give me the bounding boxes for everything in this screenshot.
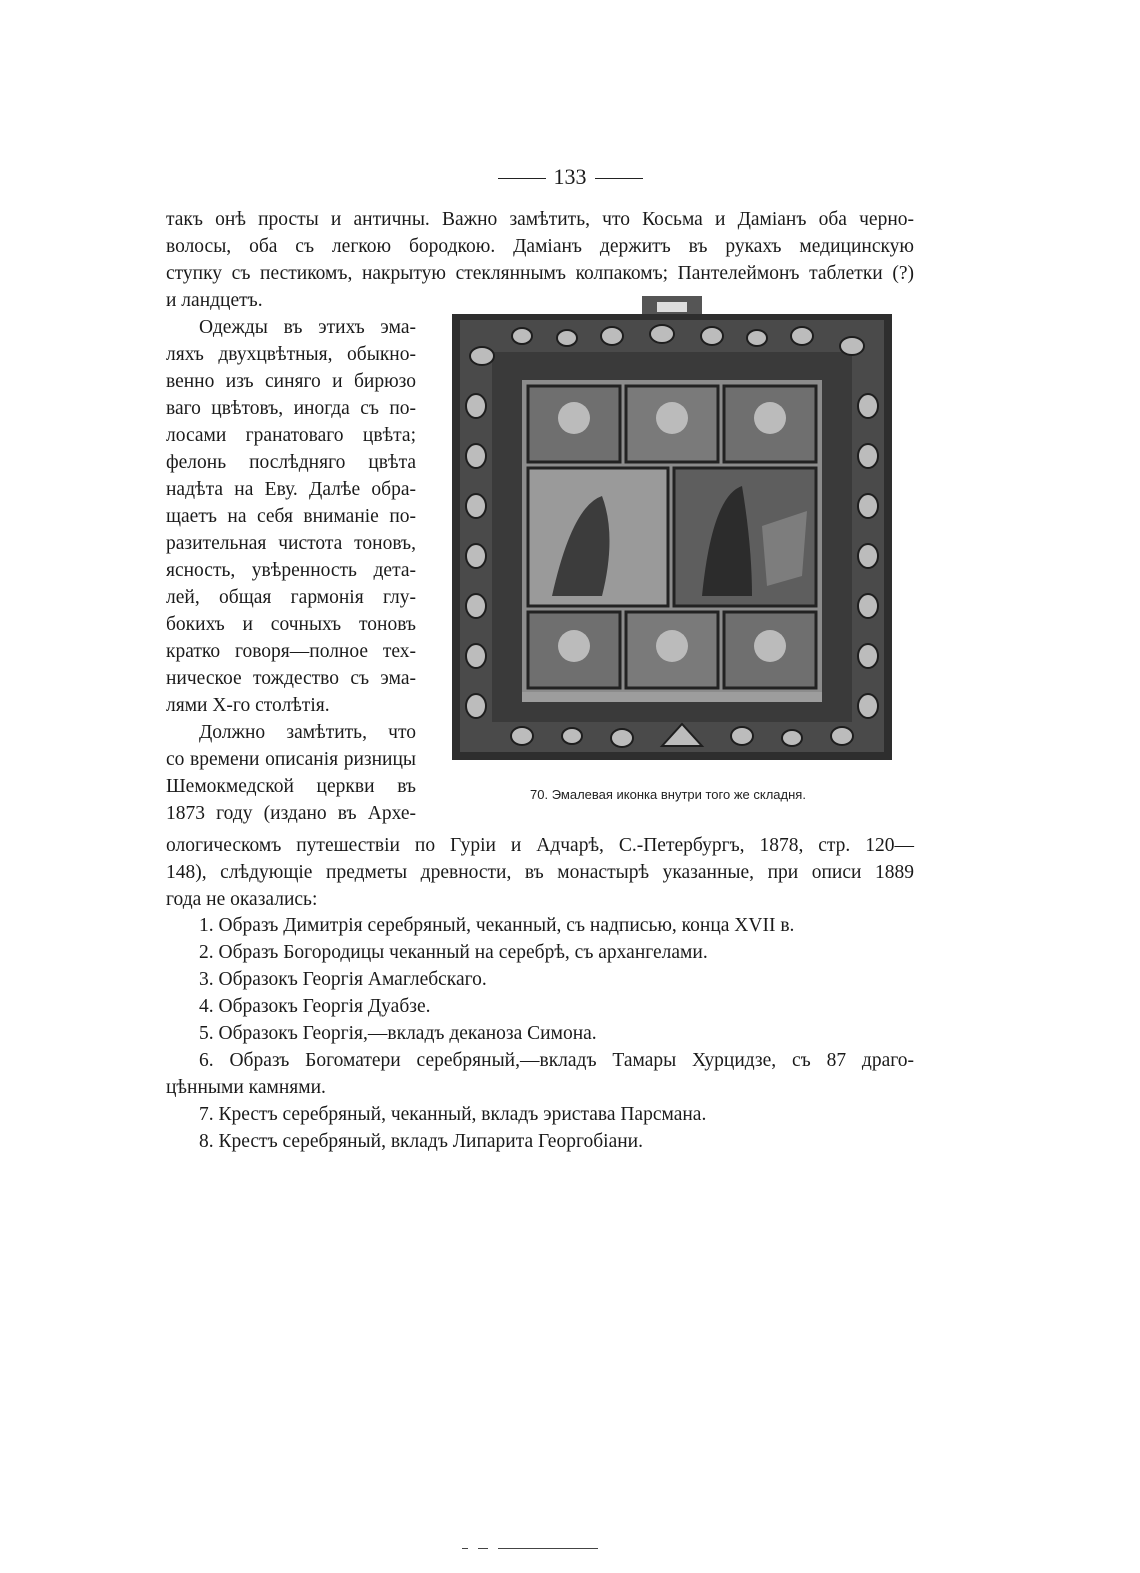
list-item: 8. Крестъ серебряный, вкладъ Липарита Георгобіани.	[199, 1131, 643, 1152]
text-line: ническое тождество съ эма-	[166, 668, 416, 689]
page-number	[0, 164, 1140, 190]
wide-paragraph	[166, 832, 914, 913]
page-number-text: 133	[553, 164, 587, 189]
text-line: 1873 году (издано въ Архе-	[166, 803, 416, 824]
list-item: 6. Образъ Богоматери серебряный,—вкладъ Тамары Хурцидзе, съ 87 драго-	[199, 1050, 914, 1071]
text-line: щаетъ на себя вниманіе по-	[166, 506, 416, 527]
text-line: ологическомъ путешествіи по Гуріи и Адчарѣ, С.-Петербургъ, 1878, стр. 120—	[166, 835, 914, 856]
figure-caption: 70. Эмалевая иконка внутри того же складня.	[530, 787, 806, 802]
list-item: 1. Образъ Димитрія серебряный, чеканный, съ надписью, конца XVII в.	[199, 915, 795, 936]
text-line: кратко говоря—полное тех-	[166, 641, 416, 662]
list-item: 2. Образъ Богородицы чеканный на серебрѣ, съ архангелами.	[199, 942, 708, 963]
text-line: ваго цвѣтовъ, иногда съ по-	[166, 398, 416, 419]
list-item: 7. Крестъ серебряный, чеканный, вкладъ эристава Парсмана.	[199, 1104, 707, 1125]
text-line: лосами гранатоваго цвѣта;	[166, 425, 416, 446]
end-rule	[462, 1538, 608, 1557]
text-line: венно изъ синяго и бирюзо	[166, 371, 416, 392]
list-item: 3. Образокъ Георгія Амаглебскаго.	[199, 969, 487, 990]
text-line: и ландцетъ.	[166, 290, 263, 311]
text-line: Должно замѣтить, что	[199, 722, 416, 743]
text-line: со времени описанія ризницы	[166, 749, 416, 770]
text-line: бокихъ и сочныхъ тоновъ	[166, 614, 416, 635]
text-line: фелонь послѣдняго цвѣта	[166, 452, 416, 473]
text-line: ляхъ двухцвѣтныя, обыкно-	[166, 344, 416, 365]
list-item-continuation: цѣнными камнями.	[166, 1077, 326, 1098]
text-line: ясность, увѣренность дета-	[166, 560, 416, 581]
text-line: волосы, оба съ легкою бородкою. Даміанъ держитъ въ рукахъ медицинскую	[166, 236, 914, 257]
text-line: Одежды въ этихъ эма-	[199, 317, 416, 338]
text-line: года не оказались:	[166, 889, 318, 910]
list-item: 5. Образокъ Георгія,—вкладъ деканоза Симона.	[199, 1023, 597, 1044]
text-line: лей, общая гармонія глу-	[166, 587, 416, 608]
text-line: лями X-го столѣтія.	[166, 695, 330, 716]
text-line: 148), слѣдующіе предметы древности, въ монастырѣ указанные, при описи 1889	[166, 862, 914, 883]
text-line: такъ онѣ просты и античны. Важно замѣтить, что Косьма и Даміанъ оба черно-	[166, 209, 914, 230]
list-item: 4. Образокъ Георгія Дуабзе.	[199, 996, 431, 1017]
text-line: надѣта на Еву. Далѣе обра-	[166, 479, 416, 500]
text-line: ступку съ пестикомъ, накрытую стекляннымъ колпакомъ; Пантелеймонъ таблетки (?)	[166, 263, 914, 284]
missing-items-list	[166, 912, 914, 1155]
enamel-icon-photo	[452, 296, 892, 760]
column-paragraph-1	[166, 314, 416, 827]
text-line: Шемокмедской церкви въ	[166, 776, 416, 797]
text-line: разительная чистота тоновъ,	[166, 533, 416, 554]
